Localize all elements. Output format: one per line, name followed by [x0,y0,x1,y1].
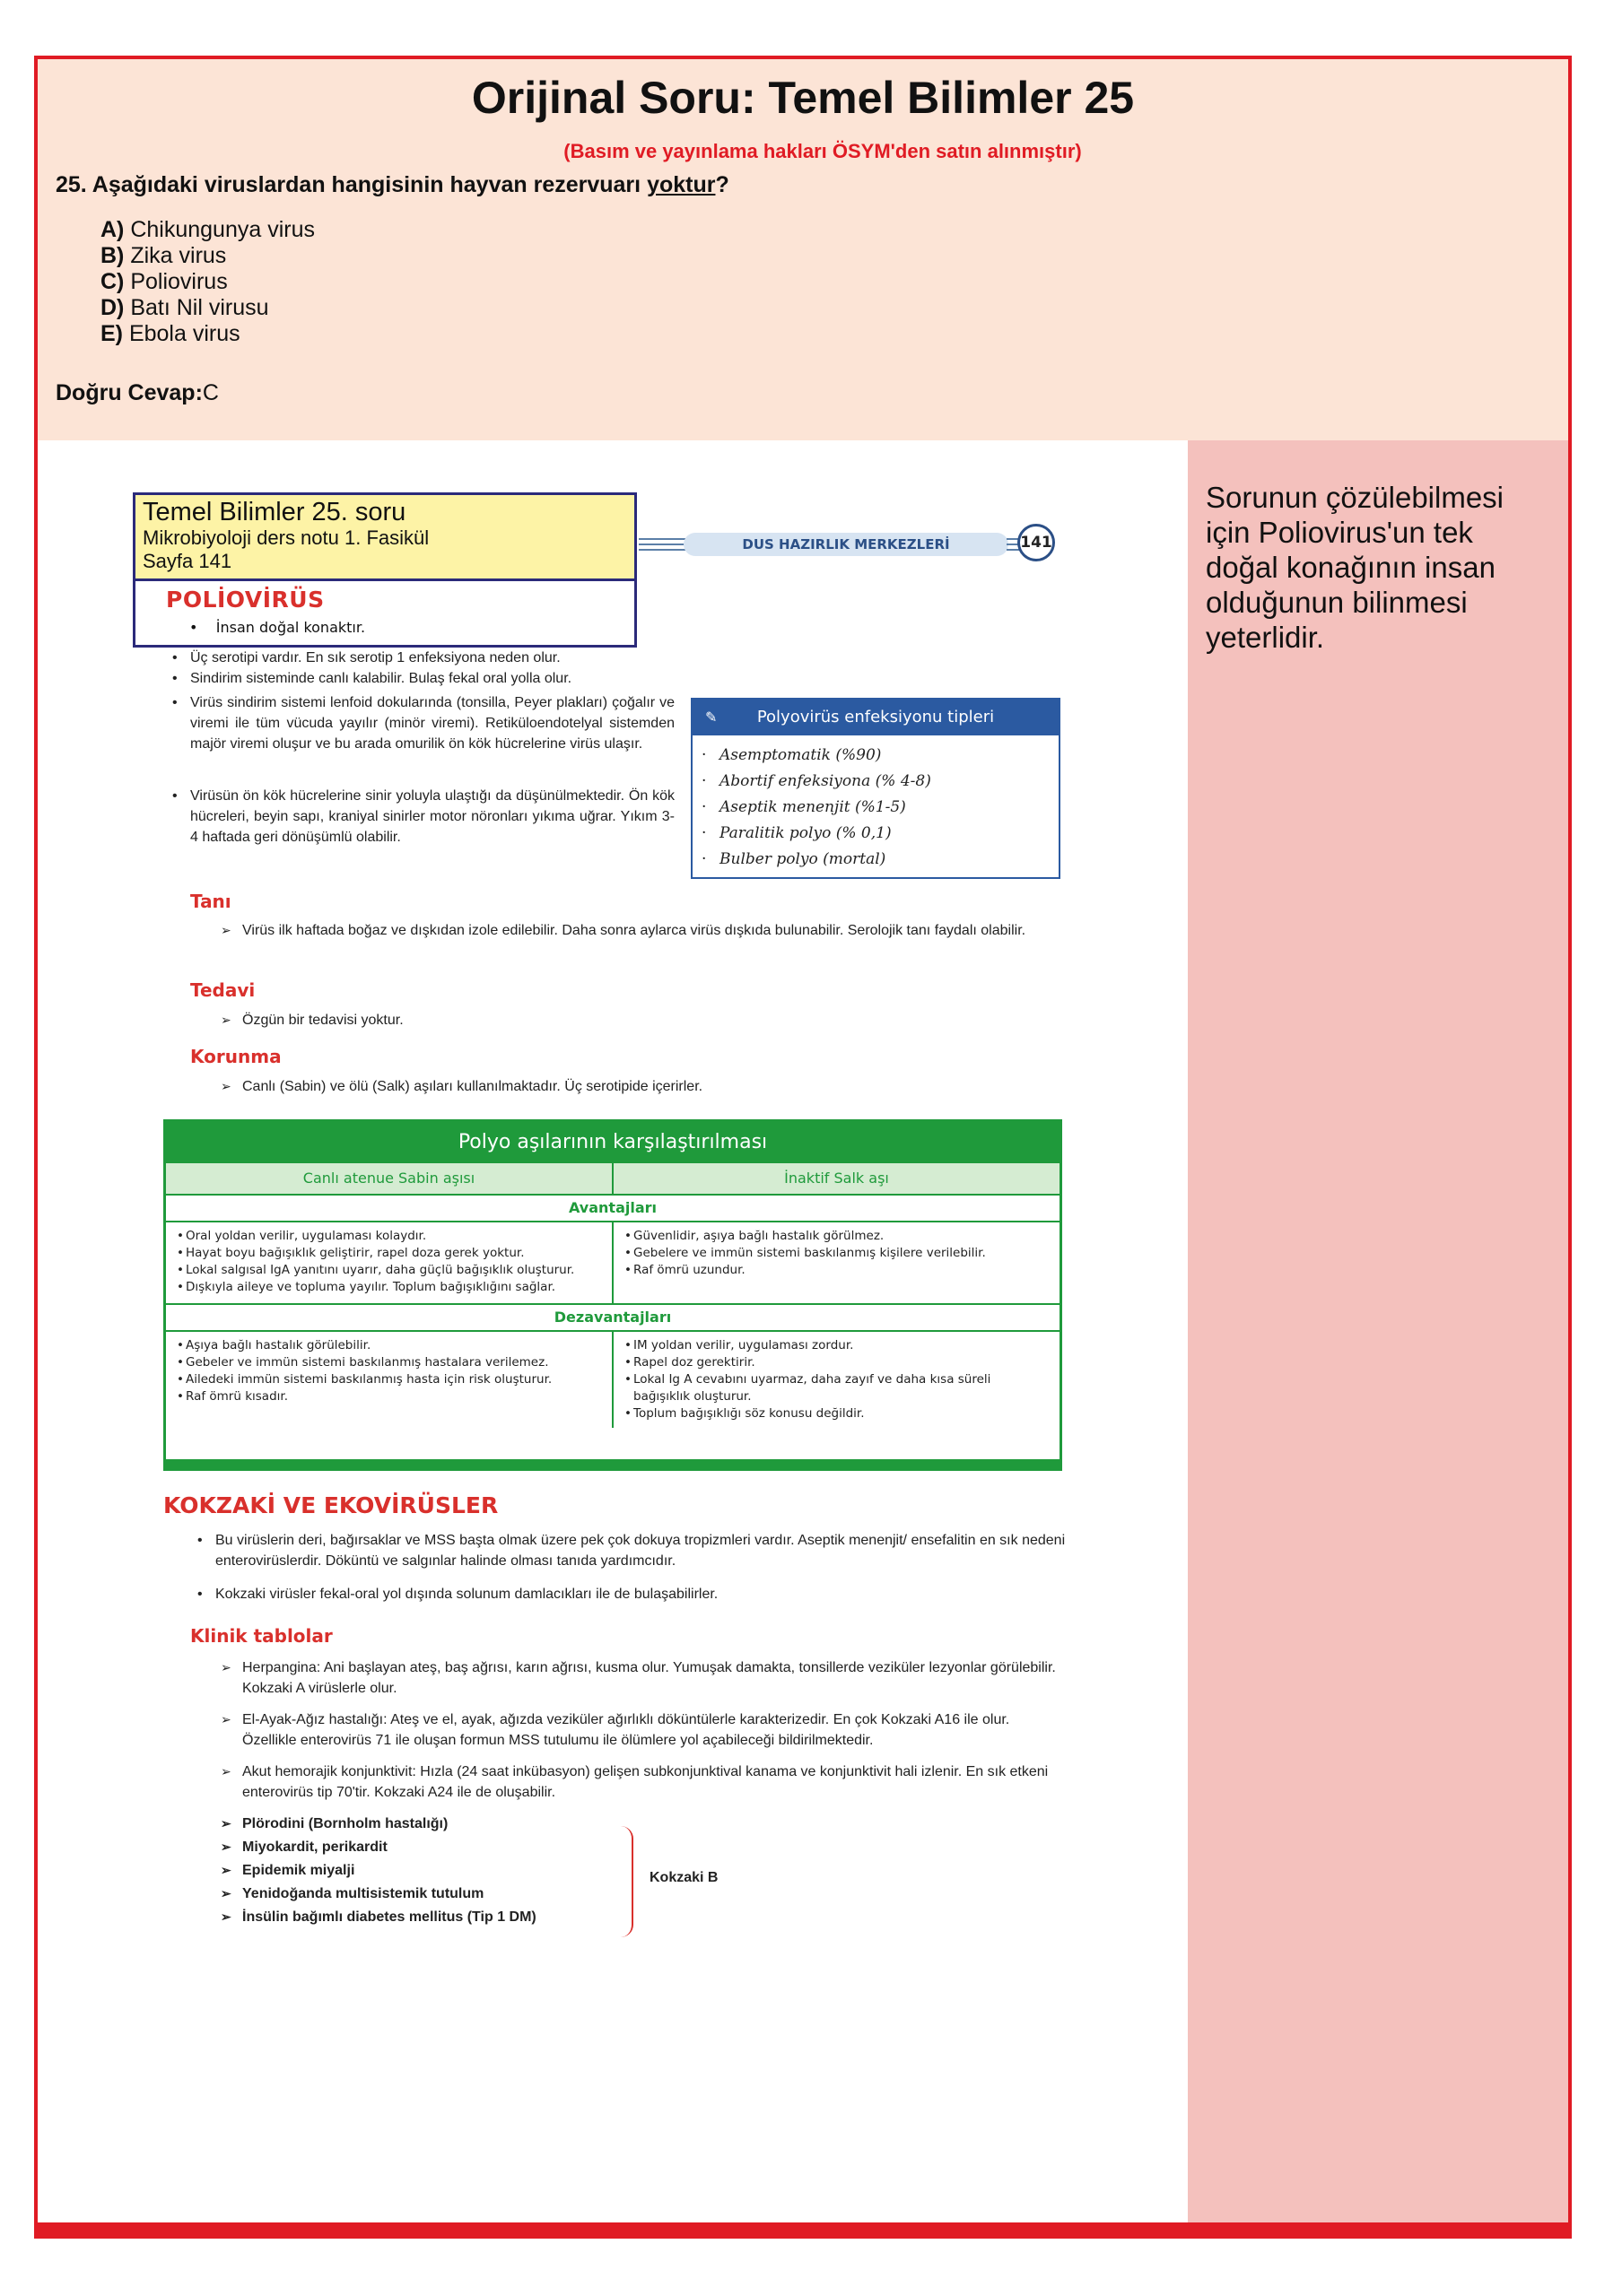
book-page-number: 141 [1017,524,1055,561]
kokzaki-b-item: ➢ İnsülin bağımlı diabetes mellitus (Tip 1 DM) [242,1907,1068,1927]
kokzaki-b-label: Kokzaki B [650,1870,719,1885]
kokzaki-bullet: • Kokzaki virüsler fekal-oral yol dışında solunum damlacıkları ile de bulaşabilirler. [215,1584,1094,1605]
vaccine-table-title: Polyo aşılarının karşılaştırılması [166,1122,1060,1163]
polio-title: POLİOVİRÜS [166,587,325,613]
option-a: A) Chikungunya virus [100,217,316,242]
list-item: · Bulber polyo (mortal) [719,847,1059,873]
column-header: İnaktif Salk aşı [612,1163,1060,1194]
advantages-label: Avantajları [166,1196,1060,1222]
list-item: · Paralitik polyo (% 0,1) [719,821,1059,847]
page-border [34,56,1572,2236]
option-d: D) Batı Nil virusu [100,295,269,320]
section-title-klinik: Klinik tablolar [190,1625,333,1647]
book-header-label: DUS HAZIRLIK MERKEZLERİ [684,533,1008,556]
polio-bullet: • İnsan doğal konaktır. [189,619,366,636]
page-title: Orijinal Soru: Temel Bilimler 25 [471,73,1135,123]
reference-line-3: Sayfa 141 [143,550,232,572]
kokzaki-bullet: • Bu virüslerin deri, bağırsaklar ve MSS başta olmak üzere pek çok dokuya tropizmleri vardır. Aseptik menenjit/ ensefalitin en sık nedeni enterovirüslerdir. Döküntü ve salgınlar halinde olması tanıda yardımcıdır. [215,1530,1094,1571]
klinik-item: ➢ Herpangina: Ani başlayan ateş, baş ağrısı, karın ağrısı, kusma olur. Yumuşak damakta, tonsillerde veziküler lezyonlar görülebilir. Kokzaki A virüslerle olur. [242,1657,1068,1699]
question-stem-prefix: 25. Aşağıdaki viruslardan hangisinin hayvan rezervuarı [56,172,648,197]
table-cell: • Aşıya bağlı hastalık görülebilir. • Gebeler ve immün sistemi baskılanmış hastalara verilemez. • Ailedeki immün sistemi baskılanmış hasta için risk oluşturur. • Raf ömrü kısadır. [166,1332,612,1428]
microscope-icon: ✎ [705,709,718,726]
polio-bullet: • Virüsün ön kök hücrelerine sinir yoluyla ulaştığı da düşünülmektedir. Ön kök hücreleri, beyin sapı, kraniyal sinirler motor nöronları yıkıma uğrar. Yıkım 3-4 haftada geri dönüşümlü olabilir. [190,786,675,848]
kokzaki-b-item: ➢ Miyokardit, perikardit [242,1837,1068,1857]
table-cell: • Oral yoldan verilir, uygulaması kolaydır. • Hayat boyu bağışıklık geliştirir, rapel doza gerek yoktur. • Lokal salgısal IgA yanıtını uyarır, daha güçlü bağışıklık oluşturur. • Dışkıyla aileye ve topluma yayılır. Toplum bağışıklığını sağlar. [166,1222,612,1303]
question-stem-negation: yoktur [647,172,716,197]
tedavi-text: ➢ Özgün bir tedavisi yoktur. [242,1010,1068,1031]
table-cell: • IM yoldan verilir, uygulaması zordur. • Rapel doz gerektirir. • Lokal Ig A cevabını uyarmaz, daha zayıf ve daha kısa süreli bağışıklık oluşturur. • Toplum bağışıklığı söz konusu değildir. [612,1332,1060,1428]
option-b: B) Zika virus [100,243,227,268]
column-header: Canlı atenue Sabin aşısı [302,1170,475,1187]
list-item: · Asemptomatik (%90) [719,743,1059,769]
klinik-item: ➢ Akut hemorajik konjunktivit: Hızla (24 saat inkübasyon) gelişen subkonjunktival kanama ve konjunktivit hali izlenir. En sık etkeni enterovirüs tip 70'tir. Kokzaki A24 ile de oluşabilir. [242,1761,1068,1803]
section-title-korunma: Korunma [190,1046,282,1067]
disadvantages-label: Dezavantajları [166,1303,1060,1332]
reference-line-2: Mikrobiyoloji ders notu 1. Fasikül [143,526,430,549]
copyright-note: (Basım ve yayınlama hakları ÖSYM'den satın alınmıştır) [563,140,1082,162]
option-e: E) Ebola virus [100,321,240,346]
explanation-text: Sorunun çözülebilmesi için Poliovirus'un tek doğal konağının insan olduğunun bilinmesi yeterlidir. [1206,481,1504,654]
kokzaki-b-item: ➢ Yenidoğanda multisistemik tutulum [242,1883,1068,1904]
polio-bullet: • Sindirim sisteminde canlı kalabilir. Bulaş fekal oral yolla olur. [190,668,675,689]
polio-bullet: • Üç serotipi vardır. En sık serotip 1 enfeksiyona neden olur. [190,648,675,668]
section-title-tani: Tanı [190,891,231,912]
kokzaki-title: KOKZAKİ VE EKOVİRÜSLER [163,1492,499,1518]
infection-types-title: ✎ Polyovirüs enfeksiyonu tipleri [693,700,1059,735]
table-cell: • Güvenlidir, aşıya bağlı hastalık görülmez. • Gebelere ve immün sistemi baskılanmış kişilere verilebilir. • Raf ömrü uzundur. [612,1222,1060,1303]
option-c: C) Poliovirus [100,269,228,294]
correct-answer: Doğru Cevap:C [56,380,219,405]
reference-line-1: Temel Bilimler 25. soru [143,498,406,526]
section-title-tedavi: Tedavi [190,979,256,1001]
kokzaki-b-item: ➢ Plörodini (Bornholm hastalığı) [242,1813,1068,1834]
question-stem-suffix: ? [715,172,729,197]
list-item: · Abortif enfeksiyona (% 4-8) [719,769,1059,795]
polio-bullet: • Virüs sindirim sistemi lenfoid dokularında (tonsilla, Peyer plakları) çoğalır ve viremi ile tüm vücuda yayılır (minör viremi). Retiküloendotelyal sistemden majör viremi oluşur ve bu arada omurilik ön kök hücrelerine virüs ulaşır. [190,692,675,754]
korunma-text: ➢ Canlı (Sabin) ve ölü (Salk) aşıları kullanılmaktadır. Üç serotipide içerirler. [242,1076,1068,1097]
klinik-item: ➢ El-Ayak-Ağız hastalığı: Ateş ve el, ayak, ağızda veziküler ağırlıklı döküntülerle karakterizedir. En çok Kokzaki A16 ile olur. Özellikle enterovirüs 71 ile oluşan formun MSS tutulumu ile ölümlere yol açabileceği bildirilmektedir. [242,1709,1068,1751]
page-bottom-bar [34,2222,1572,2239]
list-item: · Aseptik menenjit (%1-5) [719,795,1059,821]
tani-text: ➢ Virüs ilk haftada boğaz ve dışkıdan izole edilebilir. Daha sonra aylarca virüs dışkıda bulunabilir. Serolojik tanı faydalı olabilir. [242,920,1068,941]
kokzaki-b-item: ➢ Epidemik miyalji [242,1860,1068,1881]
